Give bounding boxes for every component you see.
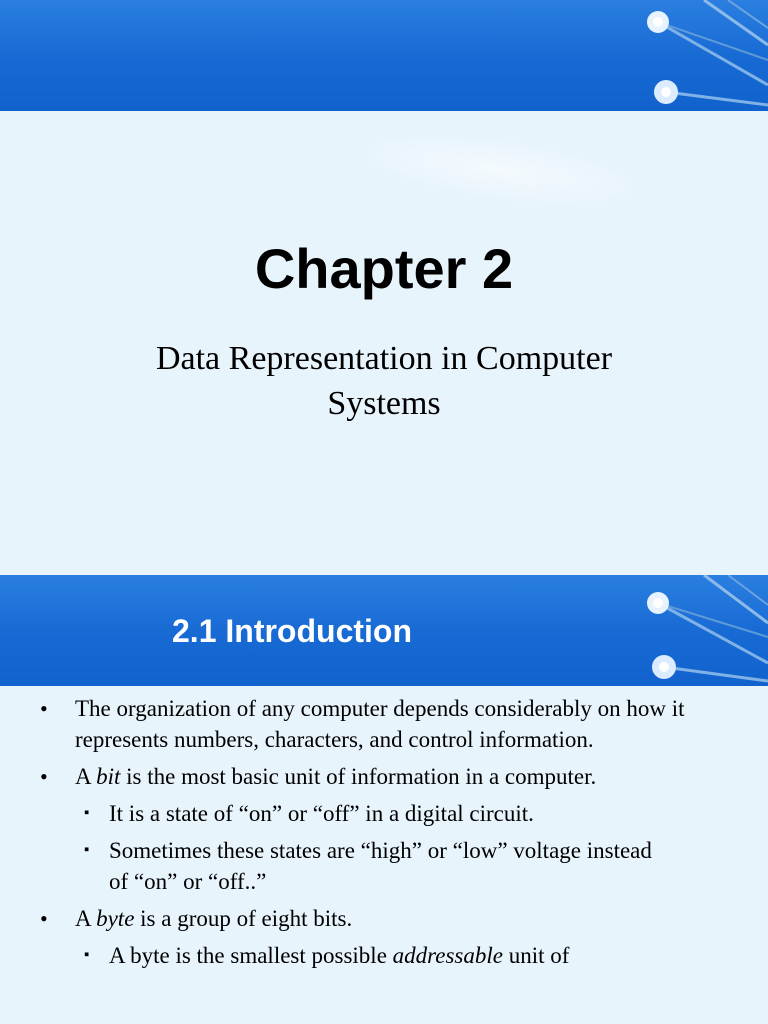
sub-bullet-item: ▪ It is a state of “on” or “off” in a digital circuit. bbox=[0, 798, 669, 829]
sub-bullet-marker: ▪ bbox=[84, 947, 90, 963]
sub-bullet-item: ▪ Sometimes these states are “high” or “low” voltage instead of “on” or “off..” bbox=[0, 835, 669, 897]
slide-subtitle: Data Representation in Computer Systems bbox=[155, 340, 613, 422]
slide-header-banner bbox=[0, 575, 768, 686]
slide-header-banner bbox=[0, 0, 768, 111]
bullet-item: • The organization of any computer depends considerably on how it represents numbers, characters, and control information. bbox=[0, 693, 695, 755]
bullet-item: • A bit is the most basic unit of information in a computer. bbox=[0, 761, 695, 792]
section-title: 2.1 Introduction bbox=[172, 613, 412, 649]
bullet-marker: • bbox=[40, 906, 48, 931]
sub-bullet-marker: ▪ bbox=[84, 842, 90, 858]
sub-bullet-item: ▪ A byte is the smallest possible addressable unit of bbox=[0, 940, 669, 971]
emphasis: byte bbox=[96, 906, 135, 931]
bullet-item: • A byte is a group of eight bits. bbox=[0, 903, 695, 934]
bullet-marker: • bbox=[40, 696, 48, 721]
bullet-list bbox=[0, 693, 768, 977]
slide-title: Chapter 2 bbox=[254, 237, 514, 300]
fiber-optic-icon bbox=[618, 575, 768, 686]
sub-bullet-marker: ▪ bbox=[84, 805, 90, 821]
bullet-marker: • bbox=[40, 764, 48, 789]
emphasis: addressable bbox=[392, 943, 503, 968]
highlight-glow bbox=[357, 121, 643, 219]
introduction-slide bbox=[0, 575, 768, 1024]
fiber-optic-icon bbox=[618, 0, 768, 111]
emphasis: bit bbox=[96, 764, 121, 789]
